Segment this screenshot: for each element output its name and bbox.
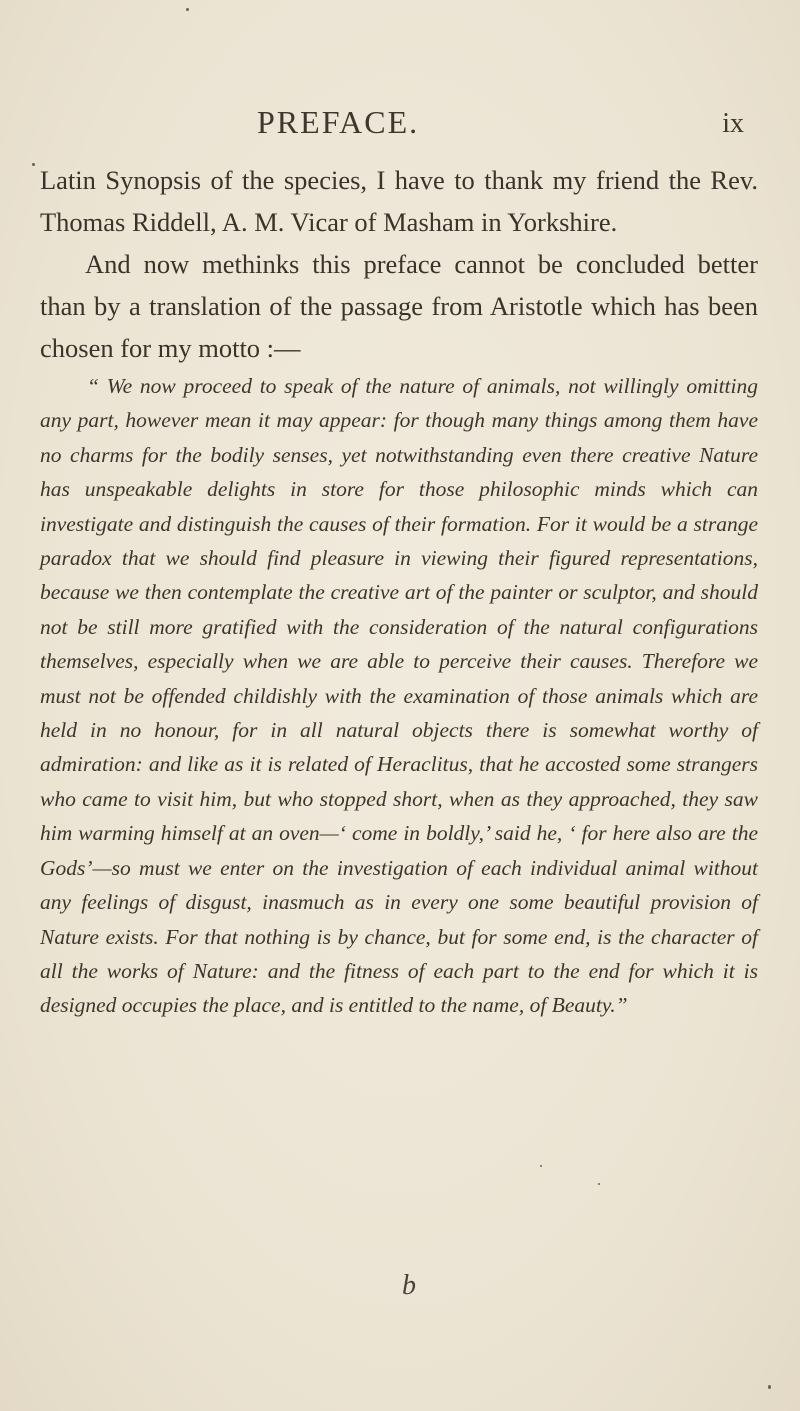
running-head	[0, 104, 800, 148]
paper-speck	[540, 1165, 542, 1167]
signature-mark: b	[402, 1270, 416, 1301]
aristotle-quote	[40, 369, 758, 1023]
intro-text	[40, 159, 758, 369]
intro-paragraph: And now methinks this preface cannot be concluded better than by a translation of the passage from Aristotle which has been chosen for my motto :—	[40, 249, 758, 363]
paper-speck	[598, 1183, 600, 1185]
paper-speck	[32, 163, 35, 166]
page-number: ix	[722, 108, 744, 139]
paper-speck	[768, 1385, 771, 1389]
quote-paragraph: “ We now proceed to speak of the nature of animals, not willingly omitting any part, however mean it may appear: for though many things among them have no charms for the bodily senses, yet notwithstanding even there creative Nature has unspeakable delights in store for those philosophic minds which can investigate and distinguish the causes of their formation. For it would be a strange paradox that we should find pleasure in viewing their figured representations, because we then contemplate the creative art of the painter or sculptor, and should not be still more gratified with the consideration of the natural configurations themselves, especially when we are able to perceive their causes. Therefore we must not be offended childishly with the examination of those animals which are held in no honour, for in all natural objects there is somewhat worthy of admiration: and like as it is related of Heraclitus, that he accosted some strangers who came to visit him, but who stopped short, when as they approached, they saw him warming himself at an oven—‘ come in boldly,’ said he, ‘ for here also are the Gods’—so must we enter on the investigation of each individual animal without any feelings of disgust, inasmuch as in every one some beautiful provision of Nature exists. For that nothing is by chance, but for some end, is the character of all the works of Nature: and the fitness of each part to the end for which it is designed occupies the place, and is entitled to the name, of Beauty.”	[40, 374, 758, 1018]
paper-speck	[186, 8, 189, 11]
running-title: PREFACE.	[257, 104, 420, 140]
intro-paragraph: Latin Synopsis of the species, I have to thank my friend the Rev. Thomas Riddell, A. M. Vicar of Masham in Yorkshire.	[40, 165, 758, 237]
